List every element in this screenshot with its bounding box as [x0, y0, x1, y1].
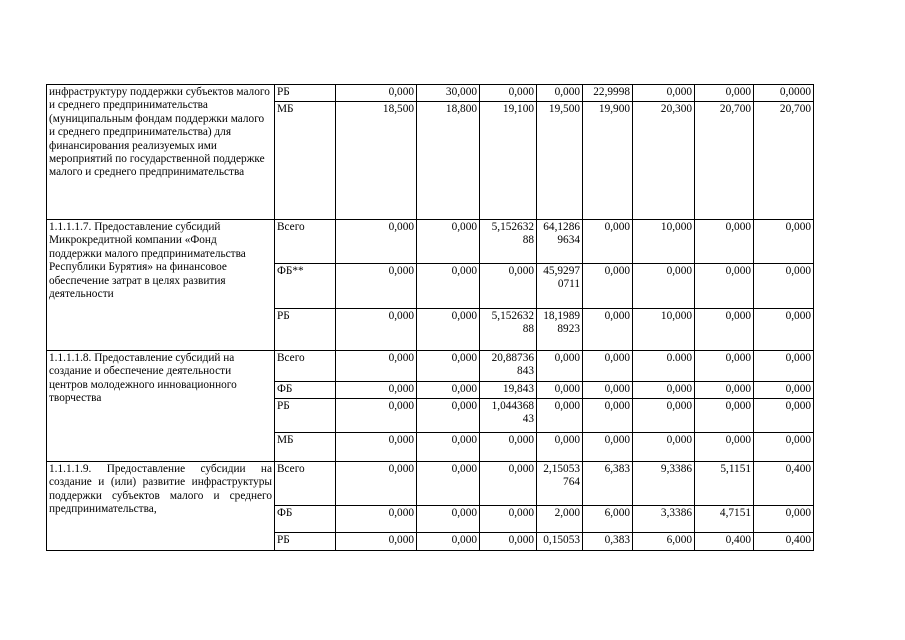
value-text: 0,000 [785, 400, 811, 412]
table-row [47, 351, 814, 382]
value-text: 0,000 [388, 310, 414, 322]
value-cell [537, 220, 583, 264]
value-text: 5,152632 88 [491, 310, 534, 336]
value-text: 0,000 [725, 434, 751, 446]
value-text: 0,000 [508, 265, 534, 277]
table-body [47, 85, 814, 551]
value-text: 20,88736 843 [491, 352, 534, 378]
value-text: 0,000 [785, 221, 811, 233]
value-cell [633, 351, 695, 382]
value-text: 4,7151 [719, 507, 751, 519]
value-cell [480, 433, 537, 462]
value-text: 0,000 [388, 434, 414, 446]
value-text: 0,000 [508, 463, 534, 475]
value-text: 2,000 [554, 507, 580, 519]
value-text: 20,700 [719, 103, 751, 115]
value-cell [583, 433, 633, 462]
table-row [47, 85, 814, 102]
funding-source: ФБ [275, 382, 336, 399]
value-text: 18,800 [445, 103, 477, 115]
value-cell [754, 264, 814, 309]
value-cell [480, 399, 537, 433]
value-cell [537, 382, 583, 399]
value-text: 19,900 [598, 103, 630, 115]
value-cell [695, 264, 754, 309]
value-text: 0,000 [554, 352, 580, 364]
value-text: 0,000 [604, 265, 630, 277]
funding-source: РБ [275, 399, 336, 433]
value-text: 9,3386 [660, 463, 692, 475]
value-text: 0,000 [785, 507, 811, 519]
value-text: 0,000 [725, 221, 751, 233]
measure-description: 1.1.1.1.9. Предоставление субсидии на создание и (или) развитие инфраструктуры поддержки субъектов малого и среднего предпринимательства, [47, 462, 275, 551]
value-cell [336, 399, 417, 433]
value-text: 0,000 [388, 221, 414, 233]
value-cell [537, 309, 583, 351]
value-text: 0,000 [554, 383, 580, 395]
value-cell [480, 382, 537, 399]
value-cell [417, 533, 480, 551]
value-cell [754, 462, 814, 506]
value-text: 0,000 [666, 86, 692, 98]
value-text: 0,000 [451, 383, 477, 395]
value-text: 0,000 [725, 383, 751, 395]
value-text: 0,000 [451, 400, 477, 412]
value-cell [583, 351, 633, 382]
value-text: 0,000 [785, 383, 811, 395]
value-cell [633, 220, 695, 264]
value-cell [480, 85, 537, 102]
value-text: 0,000 [388, 507, 414, 519]
value-cell [417, 382, 480, 399]
value-cell [537, 351, 583, 382]
value-text: 3,3386 [660, 507, 692, 519]
value-cell [695, 220, 754, 264]
value-cell [754, 433, 814, 462]
value-text: 0,000 [604, 400, 630, 412]
value-text: 0,000 [725, 86, 751, 98]
value-cell [583, 220, 633, 264]
value-cell [583, 506, 633, 533]
value-text: 0,000 [451, 352, 477, 364]
value-cell [336, 351, 417, 382]
value-cell [583, 309, 633, 351]
value-cell [695, 506, 754, 533]
value-text: 0,000 [554, 86, 580, 98]
value-cell [583, 102, 633, 220]
value-text: 0,000 [388, 463, 414, 475]
value-text: 0,000 [388, 400, 414, 412]
value-text: 0,000 [785, 434, 811, 446]
value-text: 20,700 [779, 103, 811, 115]
value-cell [336, 85, 417, 102]
value-text: 0,000 [451, 434, 477, 446]
value-cell [633, 399, 695, 433]
value-text: 0,000 [451, 534, 477, 546]
funding-source: РБ [275, 533, 336, 551]
value-cell [537, 433, 583, 462]
value-cell [633, 433, 695, 462]
value-cell [537, 85, 583, 102]
value-cell [583, 462, 633, 506]
measure-description: инфраструктуру поддержки субъектов малого и среднего предпринимательства (муниципальным фондам поддержки малого и среднего предпринимательства) для финансирования реализуемых ими мероприятий по государственной поддержке малого и среднего предпринимательства [47, 85, 275, 220]
value-text: 0,000 [725, 310, 751, 322]
value-text: 0,000 [785, 352, 811, 364]
value-cell [417, 309, 480, 351]
value-text: 0,000 [508, 534, 534, 546]
value-cell [537, 399, 583, 433]
value-cell [336, 533, 417, 551]
value-cell [754, 399, 814, 433]
funding-source: Всего [275, 462, 336, 506]
value-cell [633, 309, 695, 351]
funding-source: МБ [275, 433, 336, 462]
value-cell [754, 533, 814, 551]
value-cell [754, 85, 814, 102]
value-cell [336, 102, 417, 220]
value-cell [583, 264, 633, 309]
value-cell [480, 351, 537, 382]
value-cell [537, 462, 583, 506]
value-cell [417, 351, 480, 382]
value-cell [695, 433, 754, 462]
value-cell [695, 351, 754, 382]
value-text: 0,000 [451, 507, 477, 519]
value-cell [754, 220, 814, 264]
value-cell [336, 433, 417, 462]
funding-table [46, 84, 814, 551]
value-cell [480, 506, 537, 533]
value-text: 0,000 [604, 383, 630, 395]
value-text: 64,1286 9634 [543, 221, 580, 247]
value-text: 0,0000 [779, 86, 811, 98]
value-text: 0,000 [604, 310, 630, 322]
value-text: 0,000 [604, 352, 630, 364]
value-cell [417, 85, 480, 102]
value-cell [754, 309, 814, 351]
value-text: 0,383 [604, 534, 630, 546]
value-text: 0,000 [785, 265, 811, 277]
value-cell [695, 102, 754, 220]
value-text: 0,000 [725, 265, 751, 277]
value-text: 0,400 [785, 534, 811, 546]
value-text: 0,000 [604, 221, 630, 233]
value-cell [695, 533, 754, 551]
value-text: 10,000 [660, 310, 692, 322]
funding-source: РБ [275, 309, 336, 351]
funding-source: Всего [275, 351, 336, 382]
value-cell [583, 533, 633, 551]
value-text: 5,152632 88 [491, 221, 534, 247]
value-text: 0,000 [388, 534, 414, 546]
funding-source: ФБ** [275, 264, 336, 309]
table-row [47, 220, 814, 264]
value-text: 0,000 [388, 265, 414, 277]
value-text: 6,000 [666, 534, 692, 546]
value-cell [480, 102, 537, 220]
value-cell [417, 462, 480, 506]
value-cell [633, 462, 695, 506]
value-text: 0,000 [388, 352, 414, 364]
value-cell [633, 382, 695, 399]
measure-description: 1.1.1.1.7. Предоставление субсидий Микрокредитной компании «Фонд поддержки малого предпринимательства Республики Бурятия» на финансовое обеспечение затрат в целях развития деятельности [47, 220, 275, 351]
value-text: 0,400 [725, 534, 751, 546]
value-cell [633, 102, 695, 220]
value-text: 0,000 [451, 463, 477, 475]
value-text: 0,000 [604, 434, 630, 446]
value-text: 0,000 [508, 507, 534, 519]
value-cell [336, 462, 417, 506]
measure-description: 1.1.1.1.8. Предоставление субсидий на создание и обеспечение деятельности центров молодежного инновационного творчества [47, 351, 275, 462]
value-text: 19,500 [548, 103, 580, 115]
funding-source: ФБ [275, 506, 336, 533]
value-text: 0,000 [554, 434, 580, 446]
value-cell [417, 506, 480, 533]
table-row [47, 462, 814, 506]
value-text: 0,000 [451, 310, 477, 322]
value-cell [754, 506, 814, 533]
value-text: 0,000 [725, 400, 751, 412]
value-text: 0,000 [451, 221, 477, 233]
value-cell [417, 102, 480, 220]
value-text: 45,9297 0711 [543, 265, 580, 291]
funding-source: РБ [275, 85, 336, 102]
value-cell [695, 399, 754, 433]
value-cell [633, 506, 695, 533]
value-cell [537, 102, 583, 220]
funding-source: МБ [275, 102, 336, 220]
value-cell [695, 382, 754, 399]
value-text: 0,000 [508, 434, 534, 446]
value-cell [583, 85, 633, 102]
value-cell [417, 220, 480, 264]
value-cell [633, 264, 695, 309]
value-cell [336, 506, 417, 533]
value-cell [633, 533, 695, 551]
funding-source: Всего [275, 220, 336, 264]
value-text: 10,000 [660, 221, 692, 233]
value-text: 0,000 [508, 86, 534, 98]
value-cell [336, 264, 417, 309]
value-text: 19,100 [502, 103, 534, 115]
value-cell [583, 382, 633, 399]
value-cell [695, 85, 754, 102]
value-text: 0.000 [666, 352, 692, 364]
value-cell [633, 85, 695, 102]
value-cell [480, 220, 537, 264]
value-text: 0,000 [451, 265, 477, 277]
value-text: 20,300 [660, 103, 692, 115]
value-cell [754, 102, 814, 220]
value-cell [336, 309, 417, 351]
value-cell [754, 351, 814, 382]
value-text: 0,000 [666, 383, 692, 395]
value-cell [480, 309, 537, 351]
value-text: 0,000 [666, 265, 692, 277]
value-cell [480, 462, 537, 506]
value-text: 6,383 [604, 463, 630, 475]
value-text: 0,000 [666, 400, 692, 412]
value-cell [480, 533, 537, 551]
value-cell [417, 433, 480, 462]
value-cell [480, 264, 537, 309]
value-cell [695, 309, 754, 351]
value-text: 0,000 [388, 86, 414, 98]
value-cell [537, 533, 583, 551]
value-text: 1,044368 43 [491, 400, 534, 426]
value-text: 5,1151 [720, 463, 751, 475]
value-text: 18,500 [382, 103, 414, 115]
value-cell [336, 220, 417, 264]
value-text: 30,000 [445, 86, 477, 98]
value-text: 22,9998 [593, 86, 630, 98]
value-text: 0,000 [554, 400, 580, 412]
value-text: 18,1989 8923 [543, 310, 580, 336]
value-text: 6,000 [604, 507, 630, 519]
value-text: 0,000 [666, 434, 692, 446]
value-text: 0,000 [785, 310, 811, 322]
value-cell [583, 399, 633, 433]
value-cell [695, 462, 754, 506]
value-cell [417, 399, 480, 433]
value-cell [754, 382, 814, 399]
value-text: 0,000 [725, 352, 751, 364]
value-cell [537, 264, 583, 309]
value-cell [537, 506, 583, 533]
value-cell [336, 382, 417, 399]
value-cell [417, 264, 480, 309]
value-text: 0,400 [785, 463, 811, 475]
value-text: 0,15053 [543, 534, 580, 546]
value-text: 19,843 [502, 383, 534, 395]
value-text: 2,15053 764 [543, 463, 580, 489]
value-text: 0,000 [388, 383, 414, 395]
